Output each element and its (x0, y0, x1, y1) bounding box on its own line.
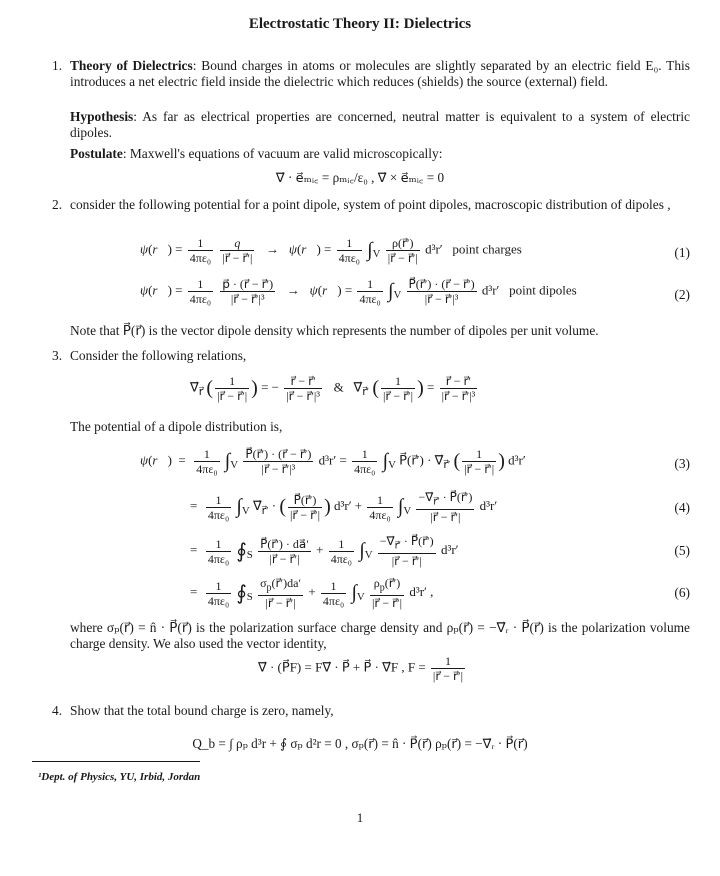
eq2-label: point dipoles (509, 282, 577, 298)
equation-2-number: (2) (674, 287, 690, 302)
page-number: 1 (356, 810, 364, 825)
equation-5-number: (5) (674, 543, 690, 558)
equation-1: ψ(r⃗) = $\frac{1}{\text{4πε₀}}$ $\frac{q}{|r⃗ - r⃗'|}$ → ψ(r⃗) = $\frac{1}{\text{4πε₀}}$ $\int_V$ $\frac{\rho(r⃗')}{|r⃗ - r⃗'|}$ d³r′ point charges (140, 236, 522, 265)
section-2-body: consider the following potential for a point dipole, system of point dipoles, macroscopic distribution of dipoles , (70, 197, 671, 212)
page-title: Electrostatic Theory II: Dielectrics (248, 16, 472, 32)
hypothesis-label: Hypothesis (70, 109, 134, 124)
equation-6-number: (6) (674, 585, 690, 600)
vector-identity: ∇⃗ · (P⃗F) = F∇⃗ · P⃗ + P⃗ · ∇⃗F , F = $\frac{1}{|r⃗ - r⃗'|}$ (258, 654, 463, 683)
section-3-body: Consider the following relations, (70, 348, 247, 363)
equation-5: = $\frac{1}{\text{4πε₀}}$ $∮_S$ $\frac{P⃗(r⃗') \cdot da⃗'}{|r⃗ - r⃗'|}$ + $\frac{1}{\text{4πε₀}}$ $\int_V$ $\frac{-\nabla⃗_{r⃗'} \cdot P⃗(r⃗')}{|r⃗ - r⃗'|}$ d³r′ (190, 534, 459, 569)
eq1-label: point charges (452, 241, 522, 257)
equation-3: ψ(r⃗) = $\frac{1}{\text{4πε₀}}$ $\int_V$ $\frac{P⃗(r⃗') \cdot (r⃗ - r⃗')}{\text{|r⃗ − r⃗′|³}}$ d³r′ = $\frac{1}{\text{4πε₀}}$ $\int_V$ P⃗(r⃗′) · $\nabla⃗_{r⃗'}$ ( $\frac{1}{|r⃗ - r⃗'|}$ ) d³r′ (140, 447, 526, 476)
section-1-body: : Bound charges in atoms or molecules are slightly separated by an electric field E₀. This introduces a net electric field inside the dielectric which reduces (shields) the source (external) field. (70, 58, 690, 89)
polarization-densities-text: where σₚ(r⃗) = n̂ · P⃗(r⃗) is the polarization surface charge density and ρₚ(r⃗) = −∇⃗ᵣ · P⃗(r⃗) is the polarization volume charge density. We also used the vector identity, (70, 620, 690, 651)
bound-charge-equation: Q_b = ∫ ρₚ d³r + ∮ σₚ d²r = 0 , σₚ(r⃗) = n̂ · P⃗(r⃗) ρₚ(r⃗) = −∇⃗ᵣ · P⃗(r⃗) (192, 736, 528, 751)
section-4-number: 4. (52, 703, 63, 718)
postulate-body: : Maxwell's equations of vacuum are valid microscopically: (122, 146, 443, 161)
hypothesis-body: : As far as electrical properties are concerned, neutral matter is equivalent to a system of electric dipoles. (70, 109, 690, 140)
section-1-number: 1. (52, 58, 63, 73)
equation-4-number: (4) (674, 500, 690, 515)
postulate-label: Postulate (70, 146, 123, 161)
section-3-number: 3. (52, 348, 63, 363)
equation-4: = $\frac{1}{\text{4πε₀}}$ $\int_V$ $\nabla⃗_{r⃗'}$ · ( $\frac{P⃗(r⃗')}{|r⃗ - r⃗'|}$ ) d³r′ + $\frac{1}{\text{4πε₀}}$ $\int_V$ $\frac{-\nabla⃗_{r⃗'} \cdot P⃗(r⃗')}{|r⃗ - r⃗'|}$ d³r′ (190, 490, 498, 525)
footnote-rule (32, 761, 200, 762)
equation-2: ψ(r⃗) = $\frac{1}{\text{4πε₀}}$ $\frac{p⃗ \cdot (r⃗ - r⃗')}{\text{|r⃗ − r⃗′|³}}$ → ψ(r⃗) = $\frac{1}{\text{4πε₀}}$ $\int_V$ $\frac{P⃗(r⃗') \cdot (r⃗ - r⃗')}{\text{|r⃗ − r⃗′|³}}$ d³r′ point dipoles (140, 277, 577, 306)
equation-6: = $\frac{1}{\text{4πε₀}}$ $∮_S$ $\frac{\sigma_p(r⃗')da'}{|r⃗ - r⃗'|}$ + $\frac{1}{\text{4πε₀}}$ $\int_V$ $\frac{\rho_p(r⃗')}{|r⃗ - r⃗'|}$ d³r′ , (190, 576, 434, 611)
section-4-body: Show that the total bound charge is zero, namely, (70, 703, 334, 718)
hypothesis-paragraph (70, 109, 690, 141)
potential-intro: The potential of a dipole distribution is, (70, 419, 283, 434)
section-1-heading: Theory of Dielectrics (70, 58, 193, 73)
section-2-number: 2. (52, 197, 63, 212)
postulate-paragraph (70, 146, 690, 162)
maxwell-equation: ∇⃗ · e⃗ₘᵢ꜀ = ρₘᵢ꜀/ε₀ , ∇⃗ × e⃗ₘᵢ꜀ = 0 (275, 170, 445, 185)
gradient-relations: $\nabla⃗_{r⃗}$ ( $\frac{1}{|r⃗ - r⃗'|}$ ) = − $\frac{r⃗ - r⃗'}{\text{|r⃗ − r⃗′|³}}$ & $\nabla⃗_{r⃗'}$ ( $\frac{1}{|r⃗ - r⃗'|}$ ) = $\frac{r⃗ - r⃗'}{\text{|r⃗ − r⃗′|³}}$ (190, 374, 476, 403)
footnote: ¹Dept. of Physics, YU, Irbid, Jordan (38, 771, 201, 783)
equation-1-number: (1) (674, 245, 690, 260)
equation-3-number: (3) (674, 456, 690, 471)
vector-identity-expression: ∇⃗ · (P⃗F) = F∇⃗ · P⃗ + P⃗ · ∇⃗F , F = (258, 659, 426, 675)
dipole-density-note: Note that P⃗(r⃗) is the vector dipole density which represents the number of dipoles per unit volume. (70, 323, 599, 338)
section-1-paragraph (70, 58, 690, 90)
